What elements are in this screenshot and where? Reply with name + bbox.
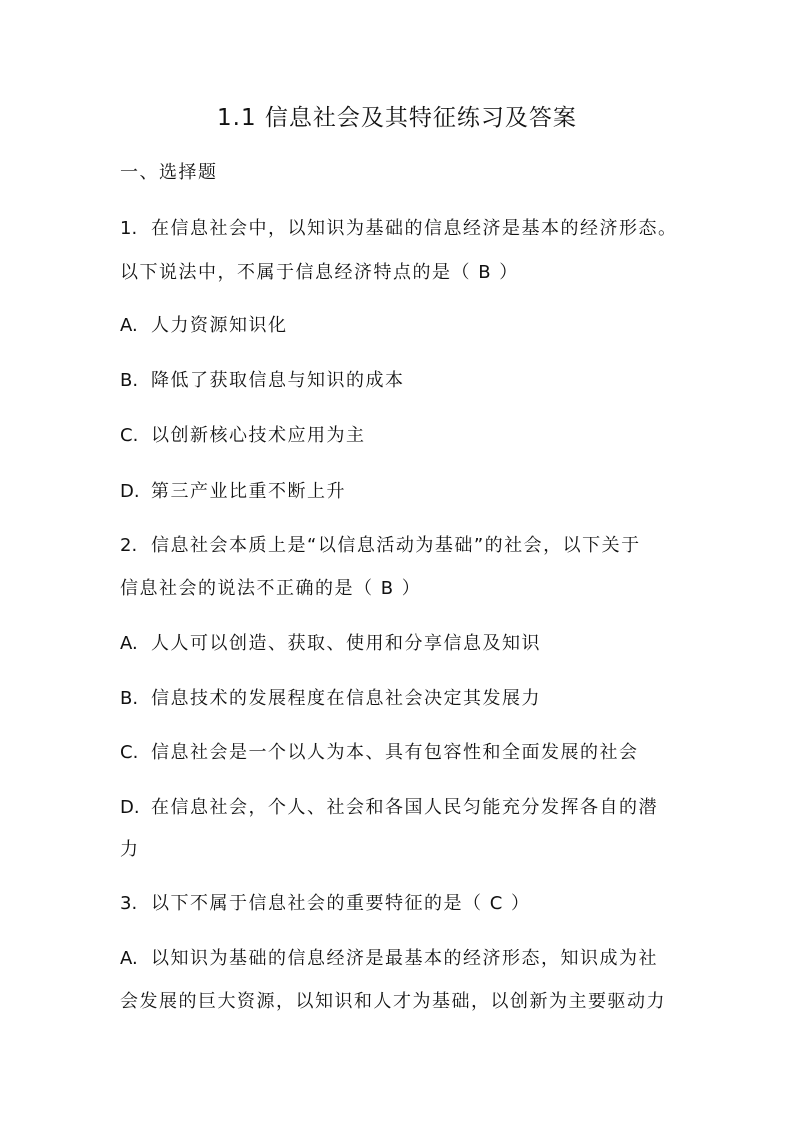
option-label: A.: [120, 633, 138, 654]
option-text: 降低了获取信息与知识的成本: [151, 370, 405, 391]
question-number: 2.: [120, 535, 138, 556]
option-label: A.: [120, 948, 138, 969]
question-3-stem: [120, 893, 531, 915]
question-text: 在信息社会中，以知识为基础的信息经济是基本的经济形态。: [151, 218, 678, 239]
option-text: 以创新核心技术应用为主: [151, 425, 366, 446]
option-text: 信息技术的发展程度在信息社会决定其发展力: [151, 688, 541, 709]
option-2c: [120, 742, 639, 764]
option-text: 人力资源知识化: [151, 315, 288, 336]
option-2b: [120, 688, 541, 710]
option-1c: [120, 425, 366, 447]
question-2-stem: [120, 535, 641, 557]
option-text: 人人可以创造、获取、使用和分享信息及知识: [151, 633, 541, 654]
option-1d: [120, 481, 346, 503]
option-3a: [120, 948, 658, 970]
section-heading: 一、选择题: [120, 162, 218, 183]
question-text: 信息社会本质上是“以信息活动为基础”的社会，以下关于: [151, 535, 641, 556]
question-number: 1.: [120, 218, 138, 239]
option-label: D.: [120, 797, 140, 818]
question-number: 3.: [120, 893, 138, 914]
option-2a: [120, 633, 541, 655]
option-label: B.: [120, 370, 139, 391]
option-label: C.: [120, 425, 139, 446]
question-1-stem: [120, 218, 678, 240]
option-1b: [120, 370, 405, 392]
option-text: 第三产业比重不断上升: [151, 481, 346, 502]
question-1-stem-cont: 以下说法中，不属于信息经济特点的是（ B ）: [120, 262, 519, 283]
option-label: B.: [120, 688, 139, 709]
option-2d: [120, 797, 658, 819]
option-1a: [120, 315, 288, 337]
question-2-stem-cont: 信息社会的说法不正确的是（ B ）: [120, 578, 422, 599]
option-2d-cont: 力: [120, 839, 140, 860]
option-label: A.: [120, 315, 138, 336]
option-label: D.: [120, 481, 140, 502]
option-text: 信息社会是一个以人为本、具有包容性和全面发展的社会: [151, 742, 639, 763]
option-text: 在信息社会，个人、社会和各国人民匀能充分发挥各自的潜: [151, 797, 658, 818]
document-title: 1.1 信息社会及其特征练习及答案: [217, 105, 577, 131]
option-text: 以知识为基础的信息经济是最基本的经济形态，知识成为社: [151, 948, 658, 969]
option-label: C.: [120, 742, 139, 763]
option-3a-cont: 会发展的巨大资源，以知识和人才为基础，以创新为主要驱动力: [120, 991, 666, 1012]
question-text: 以下不属于信息社会的重要特征的是（ C ）: [151, 893, 531, 914]
